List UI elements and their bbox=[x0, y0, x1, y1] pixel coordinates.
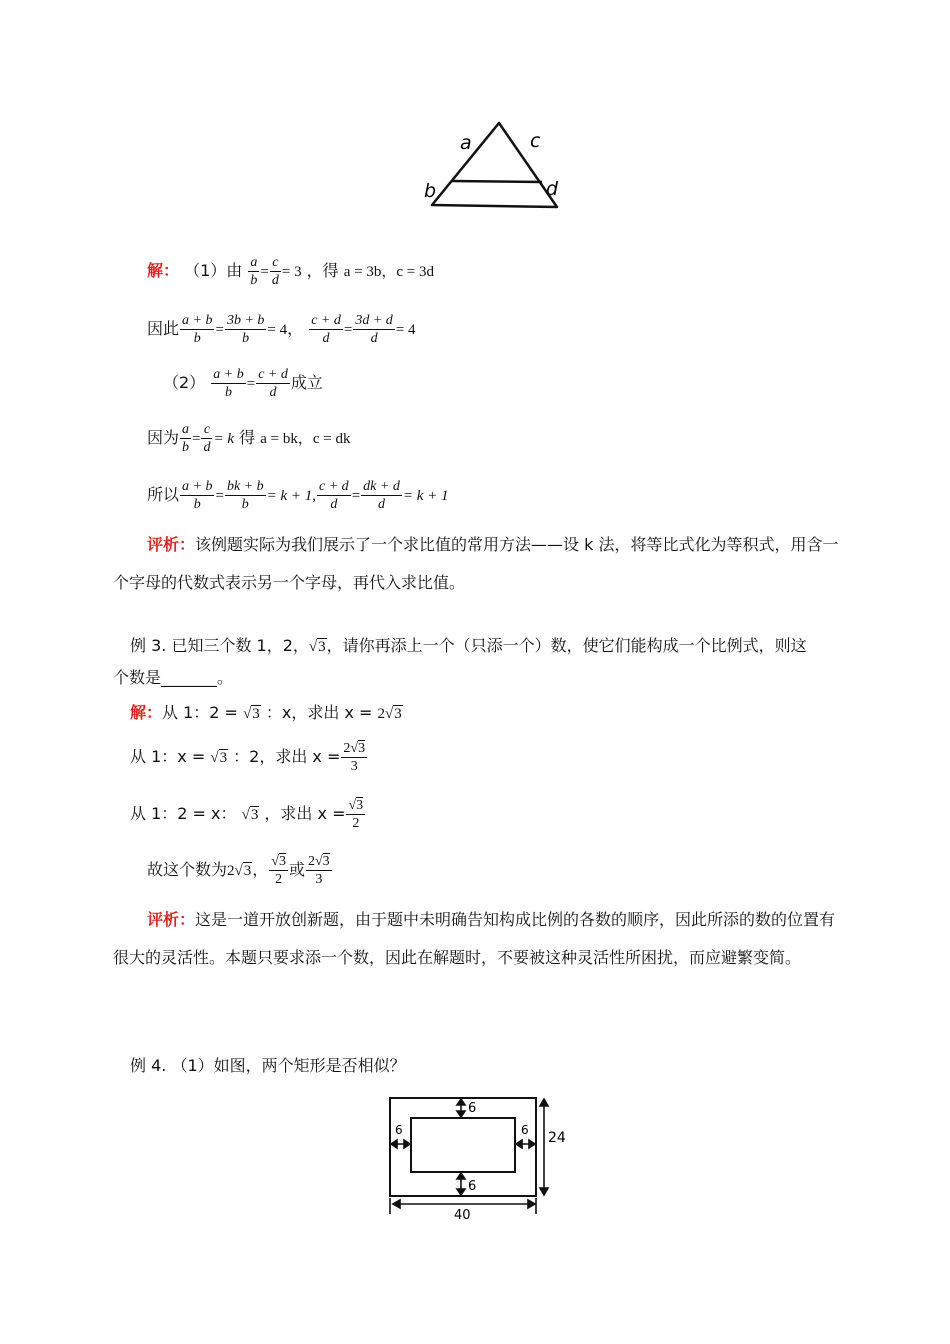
so-prefix: 所以 bbox=[147, 485, 180, 504]
fraction-a-over-b: $\frac{a}{b}$ bbox=[250, 255, 258, 288]
example3-sol-line3: 从 1：2 = x： √3 ，求出 x = $\frac{√3}{2}$ bbox=[130, 798, 364, 831]
analysis1-paragraph bbox=[113, 526, 839, 602]
left-label: 6 bbox=[395, 1123, 403, 1137]
because-prefix: 因为 bbox=[147, 428, 180, 447]
height-dimension-arrow bbox=[540, 1099, 548, 1195]
fraction-c-over-d-2: $\frac{c}{d}$ bbox=[203, 422, 211, 455]
label-a: a bbox=[460, 132, 472, 154]
get-text: ，得 bbox=[306, 261, 339, 280]
solution1-line2: 因此 $\frac{a + b}{b}$ = $\frac{3b + b}{b}$ = 4， $\frac{c + d}{d}$ = $\frac{3d + d}{d}$ = 4 bbox=[147, 313, 416, 346]
result-1: a = 3b，c = 3d bbox=[343, 264, 435, 280]
fraction-cd-over-d-3: $\frac{c + d}{d}$ bbox=[319, 479, 349, 512]
bottom-label: 6 bbox=[468, 1179, 477, 1194]
right-dimension-arrow bbox=[516, 1140, 535, 1148]
sqrt-3: √3 bbox=[308, 639, 326, 655]
example3-line2: 个数是_______。 bbox=[113, 668, 234, 687]
parallel-line bbox=[451, 181, 542, 182]
part1-prefix: （1）由 bbox=[184, 261, 243, 280]
fraction-a-over-b-2: $\frac{a}{b}$ bbox=[182, 422, 190, 455]
label-b: b bbox=[424, 180, 437, 202]
triangle-figure bbox=[420, 115, 570, 215]
inner-rectangle bbox=[411, 1118, 515, 1172]
analysis3-paragraph bbox=[113, 901, 839, 977]
solution1-line1: 解： （1）由 $\frac{a}{b}$ = $\frac{c}{d}$ = 3 ，得 a = 3b，c = 3d bbox=[147, 255, 435, 288]
label-c: c bbox=[530, 130, 541, 152]
solution-label-3: 解： bbox=[130, 703, 163, 722]
example3-sol-line1: 解：从 1：2 = √3 ：x，求出 x = 2√3 bbox=[130, 703, 402, 722]
fraction-bkb-over-b: $\frac{bk + b}{b}$ bbox=[226, 479, 264, 512]
solution1-line4: 因为 $\frac{a}{b}$ = $\frac{c}{d}$ = k 得 a = bk，c = dk bbox=[147, 422, 351, 455]
example3-conclusion: 故这个数为2√3， $\frac{√3}{2}$ 或 $\frac{2√3}{3}$ bbox=[147, 854, 330, 887]
rectangles-figure bbox=[384, 1092, 574, 1222]
example4-question: 例 4. （1）如图，两个矩形是否相似？ bbox=[130, 1056, 406, 1075]
fraction-ab-over-b: $\frac{a + b}{b}$ bbox=[182, 313, 213, 346]
solution1-line3: （2） $\frac{a + b}{b}$ = $\frac{c + d}{d}$ 成立 bbox=[163, 367, 323, 400]
analysis3-text: 这是一道开放创新题，由于题中未明确告知构成比例的各数的顺序，因此所添的数的位置有很大的灵活性。本题只要求添一个数，因此在解题时，不要被这种灵活性所困扰，而应避繁变简。 bbox=[113, 910, 836, 967]
fraction-dkd-over-d: $\frac{dk + d}{d}$ bbox=[363, 479, 400, 512]
fraction-sqrt3-over-2: $\frac{√3}{2}$ bbox=[348, 798, 364, 831]
top-dimension-arrow bbox=[457, 1099, 465, 1117]
fraction-c-over-d: $\frac{c}{d}$ bbox=[271, 255, 279, 288]
analysis1-text: 该例题实际为我们展示了一个求比值的常用方法——设 k 法，将等比式化为等积式，用含一个字母的代数式表示另一个字母，再代入求比值。 bbox=[113, 535, 839, 592]
fraction-ab-over-b-2: $\frac{a + b}{b}$ bbox=[213, 367, 244, 400]
fraction-cd-over-d-2: $\frac{c + d}{d}$ bbox=[258, 367, 288, 400]
height-label: 24 bbox=[548, 1130, 566, 1146]
result-2: a = bk，c = dk bbox=[260, 431, 351, 447]
part2-prefix: （2） bbox=[163, 373, 206, 392]
holds-text: 成立 bbox=[290, 373, 323, 392]
answer-blank: _______ bbox=[161, 668, 218, 687]
label-d: d bbox=[546, 178, 559, 200]
solution1-line5: 所以 $\frac{a + b}{b}$ = $\frac{bk + b}{b}$ = k + 1, $\frac{c + d}{d}$ = $\frac{dk + d}{d}$ = k + 1 bbox=[147, 479, 449, 512]
left-dimension-arrow bbox=[391, 1140, 410, 1148]
top-label: 6 bbox=[468, 1101, 477, 1116]
example3-line1: 例 3. 已知三个数 1，2，√3，请你再添上一个（只添一个）数，使它们能构成一个比例式，则这 bbox=[130, 636, 807, 655]
fraction-cd-over-d: $\frac{c + d}{d}$ bbox=[311, 313, 341, 346]
fraction-3dd-over-d: $\frac{3d + d}{d}$ bbox=[355, 313, 393, 346]
analysis-label: 评析： bbox=[147, 535, 196, 554]
right-label: 6 bbox=[521, 1123, 529, 1137]
solution-label: 解： bbox=[147, 261, 180, 280]
bottom-dimension-arrow bbox=[457, 1173, 465, 1195]
fraction-sqrt3-over-2-b: $\frac{√3}{2}$ bbox=[271, 854, 286, 887]
therefore-prefix: 因此 bbox=[147, 319, 180, 338]
example3-sol-line2: 从 1：x = √3 ：2，求出 x = $\frac{2√3}{3}$ bbox=[130, 741, 366, 774]
fraction-2sqrt3-over-3: $\frac{2√3}{3}$ bbox=[343, 741, 366, 774]
width-label: 40 bbox=[454, 1208, 471, 1222]
fraction-ab-over-b-3: $\frac{a + b}{b}$ bbox=[182, 479, 213, 512]
fraction-3bb-over-b: $\frac{3b + b}{b}$ bbox=[226, 313, 265, 346]
fraction-2sqrt3-over-3-b: $\frac{2√3}{3}$ bbox=[307, 854, 330, 887]
analysis-label-3: 评析： bbox=[147, 910, 196, 929]
